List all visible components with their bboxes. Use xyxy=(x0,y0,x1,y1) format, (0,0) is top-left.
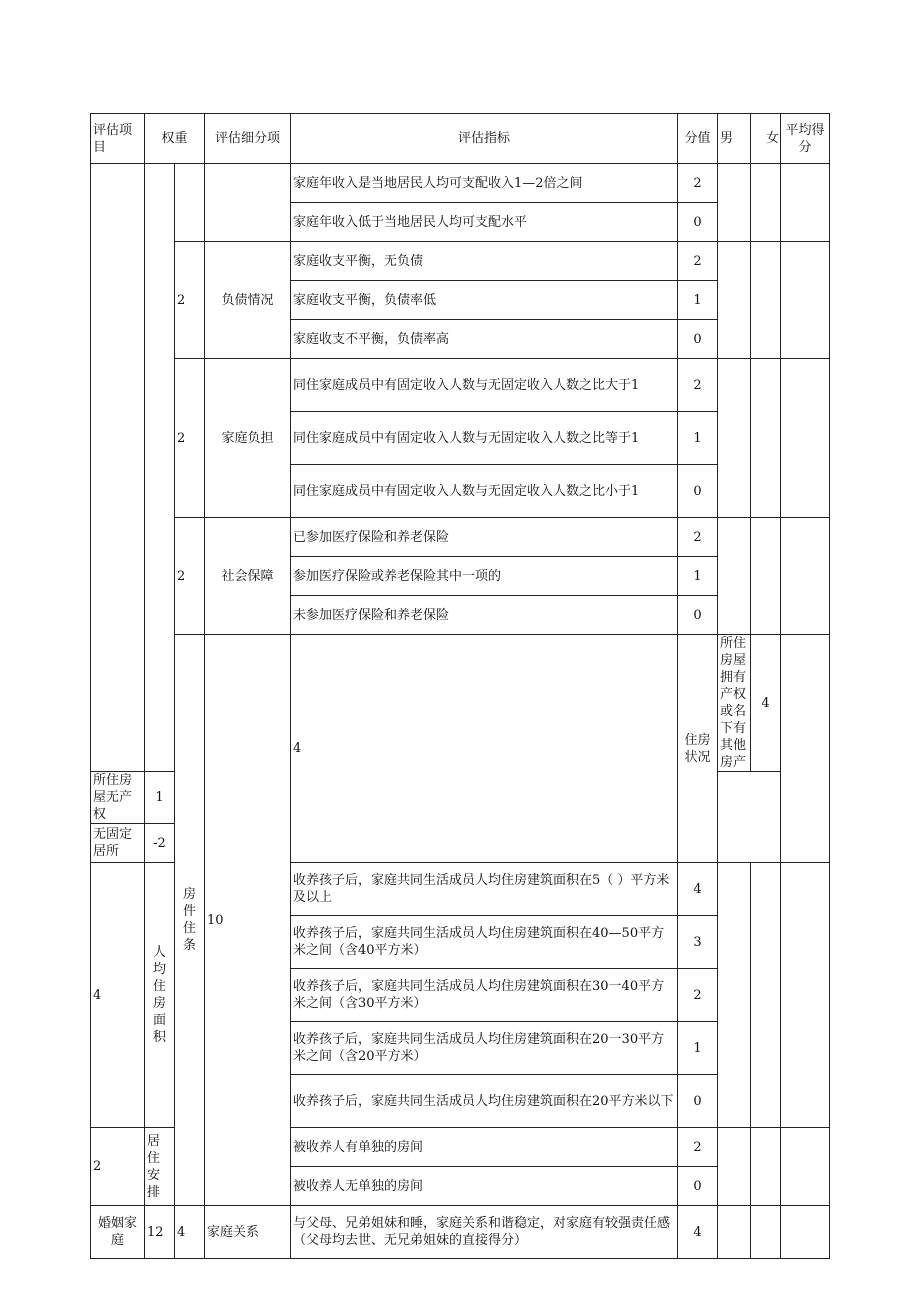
score-cell: 1 xyxy=(678,1022,718,1075)
header-subitem: 评估细分项 xyxy=(205,114,291,164)
score-cell: 2 xyxy=(678,242,718,281)
indicator-cell: 已参加医疗保险和养老保险 xyxy=(291,518,678,557)
indicator-cell: 同住家庭成员中有固定收入人数与无固定收入人数之比大于1 xyxy=(291,359,678,412)
score-cell: 1 xyxy=(145,772,175,824)
item-cell-continued xyxy=(91,164,145,772)
score-cell: 2 xyxy=(678,164,718,203)
score-cell: 0 xyxy=(678,465,718,518)
subitem-living: 居住安排 xyxy=(145,1128,175,1206)
indicator-cell: 所住房屋无产权 xyxy=(91,772,145,824)
indicator-cell: 收养孩子后，家庭共同生活成员人均住房建筑面积在30一40平方米之间（含30平方米） xyxy=(291,969,678,1022)
score-cell: 0 xyxy=(678,203,718,242)
indicator-cell: 与父母、兄弟姐妹和睡，家庭关系和谐稳定，对家庭有较强责任感（父母均去世、无兄弟姐妹的直接得分） xyxy=(291,1206,678,1259)
male-score-input[interactable] xyxy=(781,635,830,863)
indicator-cell: 被收养人无单独的房间 xyxy=(291,1167,678,1206)
subitem-security: 社会保障 xyxy=(205,518,291,635)
subitem-cell-income xyxy=(205,164,291,242)
table-row xyxy=(91,164,830,203)
subitem-relation: 家庭关系 xyxy=(205,1206,291,1259)
male-score-input[interactable] xyxy=(718,359,751,518)
subitem-debt: 负债情况 xyxy=(205,242,291,359)
table-row xyxy=(91,242,830,281)
subweight-cell: 2 xyxy=(175,242,205,359)
score-cell: -2 xyxy=(145,824,175,863)
header-score: 分值 xyxy=(678,114,718,164)
male-score-input[interactable] xyxy=(718,863,751,1128)
score-cell: 0 xyxy=(678,1167,718,1206)
score-cell: 2 xyxy=(678,1128,718,1167)
header-indicator: 评估指标 xyxy=(291,114,678,164)
score-cell: 0 xyxy=(678,320,718,359)
weight-cell-continued xyxy=(145,164,175,772)
indicator-cell: 同住家庭成员中有固定收入人数与无固定收入人数之比等于1 xyxy=(291,412,678,465)
average-score-input[interactable] xyxy=(781,863,830,1128)
subweight-cell: 4 xyxy=(291,635,678,863)
indicator-cell: 家庭收支平衡，无负债 xyxy=(291,242,678,281)
indicator-cell: 收养孩子后，家庭共同生活成员人均住房建筑面积在40—50平方米之间（含40平方米） xyxy=(291,916,678,969)
indicator-cell: 家庭年收入是当地居民人均可支配收入1—2倍之间 xyxy=(291,164,678,203)
average-score-input[interactable] xyxy=(781,1206,830,1259)
header-row xyxy=(91,114,830,164)
section-housing xyxy=(175,635,205,1206)
indicator-cell: 无固定居所 xyxy=(91,824,145,863)
score-cell: 1 xyxy=(678,557,718,596)
evaluation-table xyxy=(90,113,830,1259)
average-score-input[interactable] xyxy=(781,164,830,242)
indicator-cell: 所住房屋拥有产权或名下有其他房产 xyxy=(718,635,751,772)
male-score-input[interactable] xyxy=(718,242,751,359)
section-marriage-weight: 12 xyxy=(145,1206,175,1259)
indicator-cell: 家庭收支平衡，负债率低 xyxy=(291,281,678,320)
male-score-input[interactable] xyxy=(718,164,751,242)
female-score-input[interactable] xyxy=(751,242,781,359)
table-row xyxy=(91,1206,830,1259)
average-score-input[interactable] xyxy=(781,242,830,359)
score-cell: 2 xyxy=(678,518,718,557)
male-score-input[interactable] xyxy=(718,518,751,635)
subweight-cell: 4 xyxy=(91,863,145,1128)
subweight-cell: 4 xyxy=(175,1206,205,1259)
indicator-cell: 收养孩子后，家庭共同生活成员人均住房建筑面积在20平方米以下 xyxy=(291,1075,678,1128)
header-weight: 权重 xyxy=(145,114,205,164)
female-score-input[interactable] xyxy=(751,863,781,1128)
female-score-input[interactable] xyxy=(751,518,781,635)
table-row xyxy=(91,518,830,557)
average-score-input[interactable] xyxy=(781,359,830,518)
section-housing-label: 房件住条 xyxy=(182,887,196,953)
indicator-cell: 未参加医疗保险和养老保险 xyxy=(291,596,678,635)
indicator-cell: 被收养人有单独的房间 xyxy=(291,1128,678,1167)
score-cell: 2 xyxy=(678,969,718,1022)
indicator-cell: 收养孩子后，家庭共同生活成员人均住房建筑面积在20一30平方米之间（含20平方米） xyxy=(291,1022,678,1075)
score-cell: 2 xyxy=(678,359,718,412)
subweight-cell: 2 xyxy=(175,518,205,635)
average-score-input[interactable] xyxy=(781,518,830,635)
female-score-input[interactable] xyxy=(751,164,781,242)
average-score-input[interactable] xyxy=(781,1128,830,1206)
score-cell: 4 xyxy=(751,635,781,772)
score-cell: 0 xyxy=(678,1075,718,1128)
subweight-cell: 2 xyxy=(175,359,205,518)
indicator-cell: 家庭收支不平衡，负债率高 xyxy=(291,320,678,359)
male-score-input[interactable] xyxy=(718,1128,751,1206)
header-average: 平均得分 xyxy=(781,114,830,164)
score-cell: 3 xyxy=(678,916,718,969)
score-cell: 4 xyxy=(678,863,718,916)
female-score-input[interactable] xyxy=(751,1206,781,1259)
table-row xyxy=(91,359,830,412)
score-cell: 4 xyxy=(678,1206,718,1259)
female-score-input[interactable] xyxy=(751,1128,781,1206)
subitem-housing: 住房状况 xyxy=(678,635,718,863)
subitem-area: 人均住房面积 xyxy=(145,863,175,1128)
header-female: 女 xyxy=(751,114,781,164)
table-row xyxy=(91,635,830,772)
subweight-cell: 2 xyxy=(91,1128,145,1206)
score-cell: 0 xyxy=(678,596,718,635)
score-cell: 1 xyxy=(678,281,718,320)
section-marriage: 婚姻家庭 xyxy=(91,1206,145,1259)
section-housing-weight: 10 xyxy=(205,635,291,1206)
subitem-burden: 家庭负担 xyxy=(205,359,291,518)
female-score-input[interactable] xyxy=(751,359,781,518)
indicator-cell: 收养孩子后，家庭共同生活成员人均住房建筑面积在5（ ）平方米及以上 xyxy=(291,863,678,916)
header-male: 男 xyxy=(718,114,751,164)
score-cell: 1 xyxy=(678,412,718,465)
indicator-cell: 家庭年收入低于当地居民人均可支配水平 xyxy=(291,203,678,242)
header-item: 评估项目 xyxy=(91,114,145,164)
male-score-input[interactable] xyxy=(718,1206,751,1259)
subweight-cell-income xyxy=(175,164,205,242)
indicator-cell: 参加医疗保险或养老保险其中一项的 xyxy=(291,557,678,596)
indicator-cell: 同住家庭成员中有固定收入人数与无固定收入人数之比小于1 xyxy=(291,465,678,518)
